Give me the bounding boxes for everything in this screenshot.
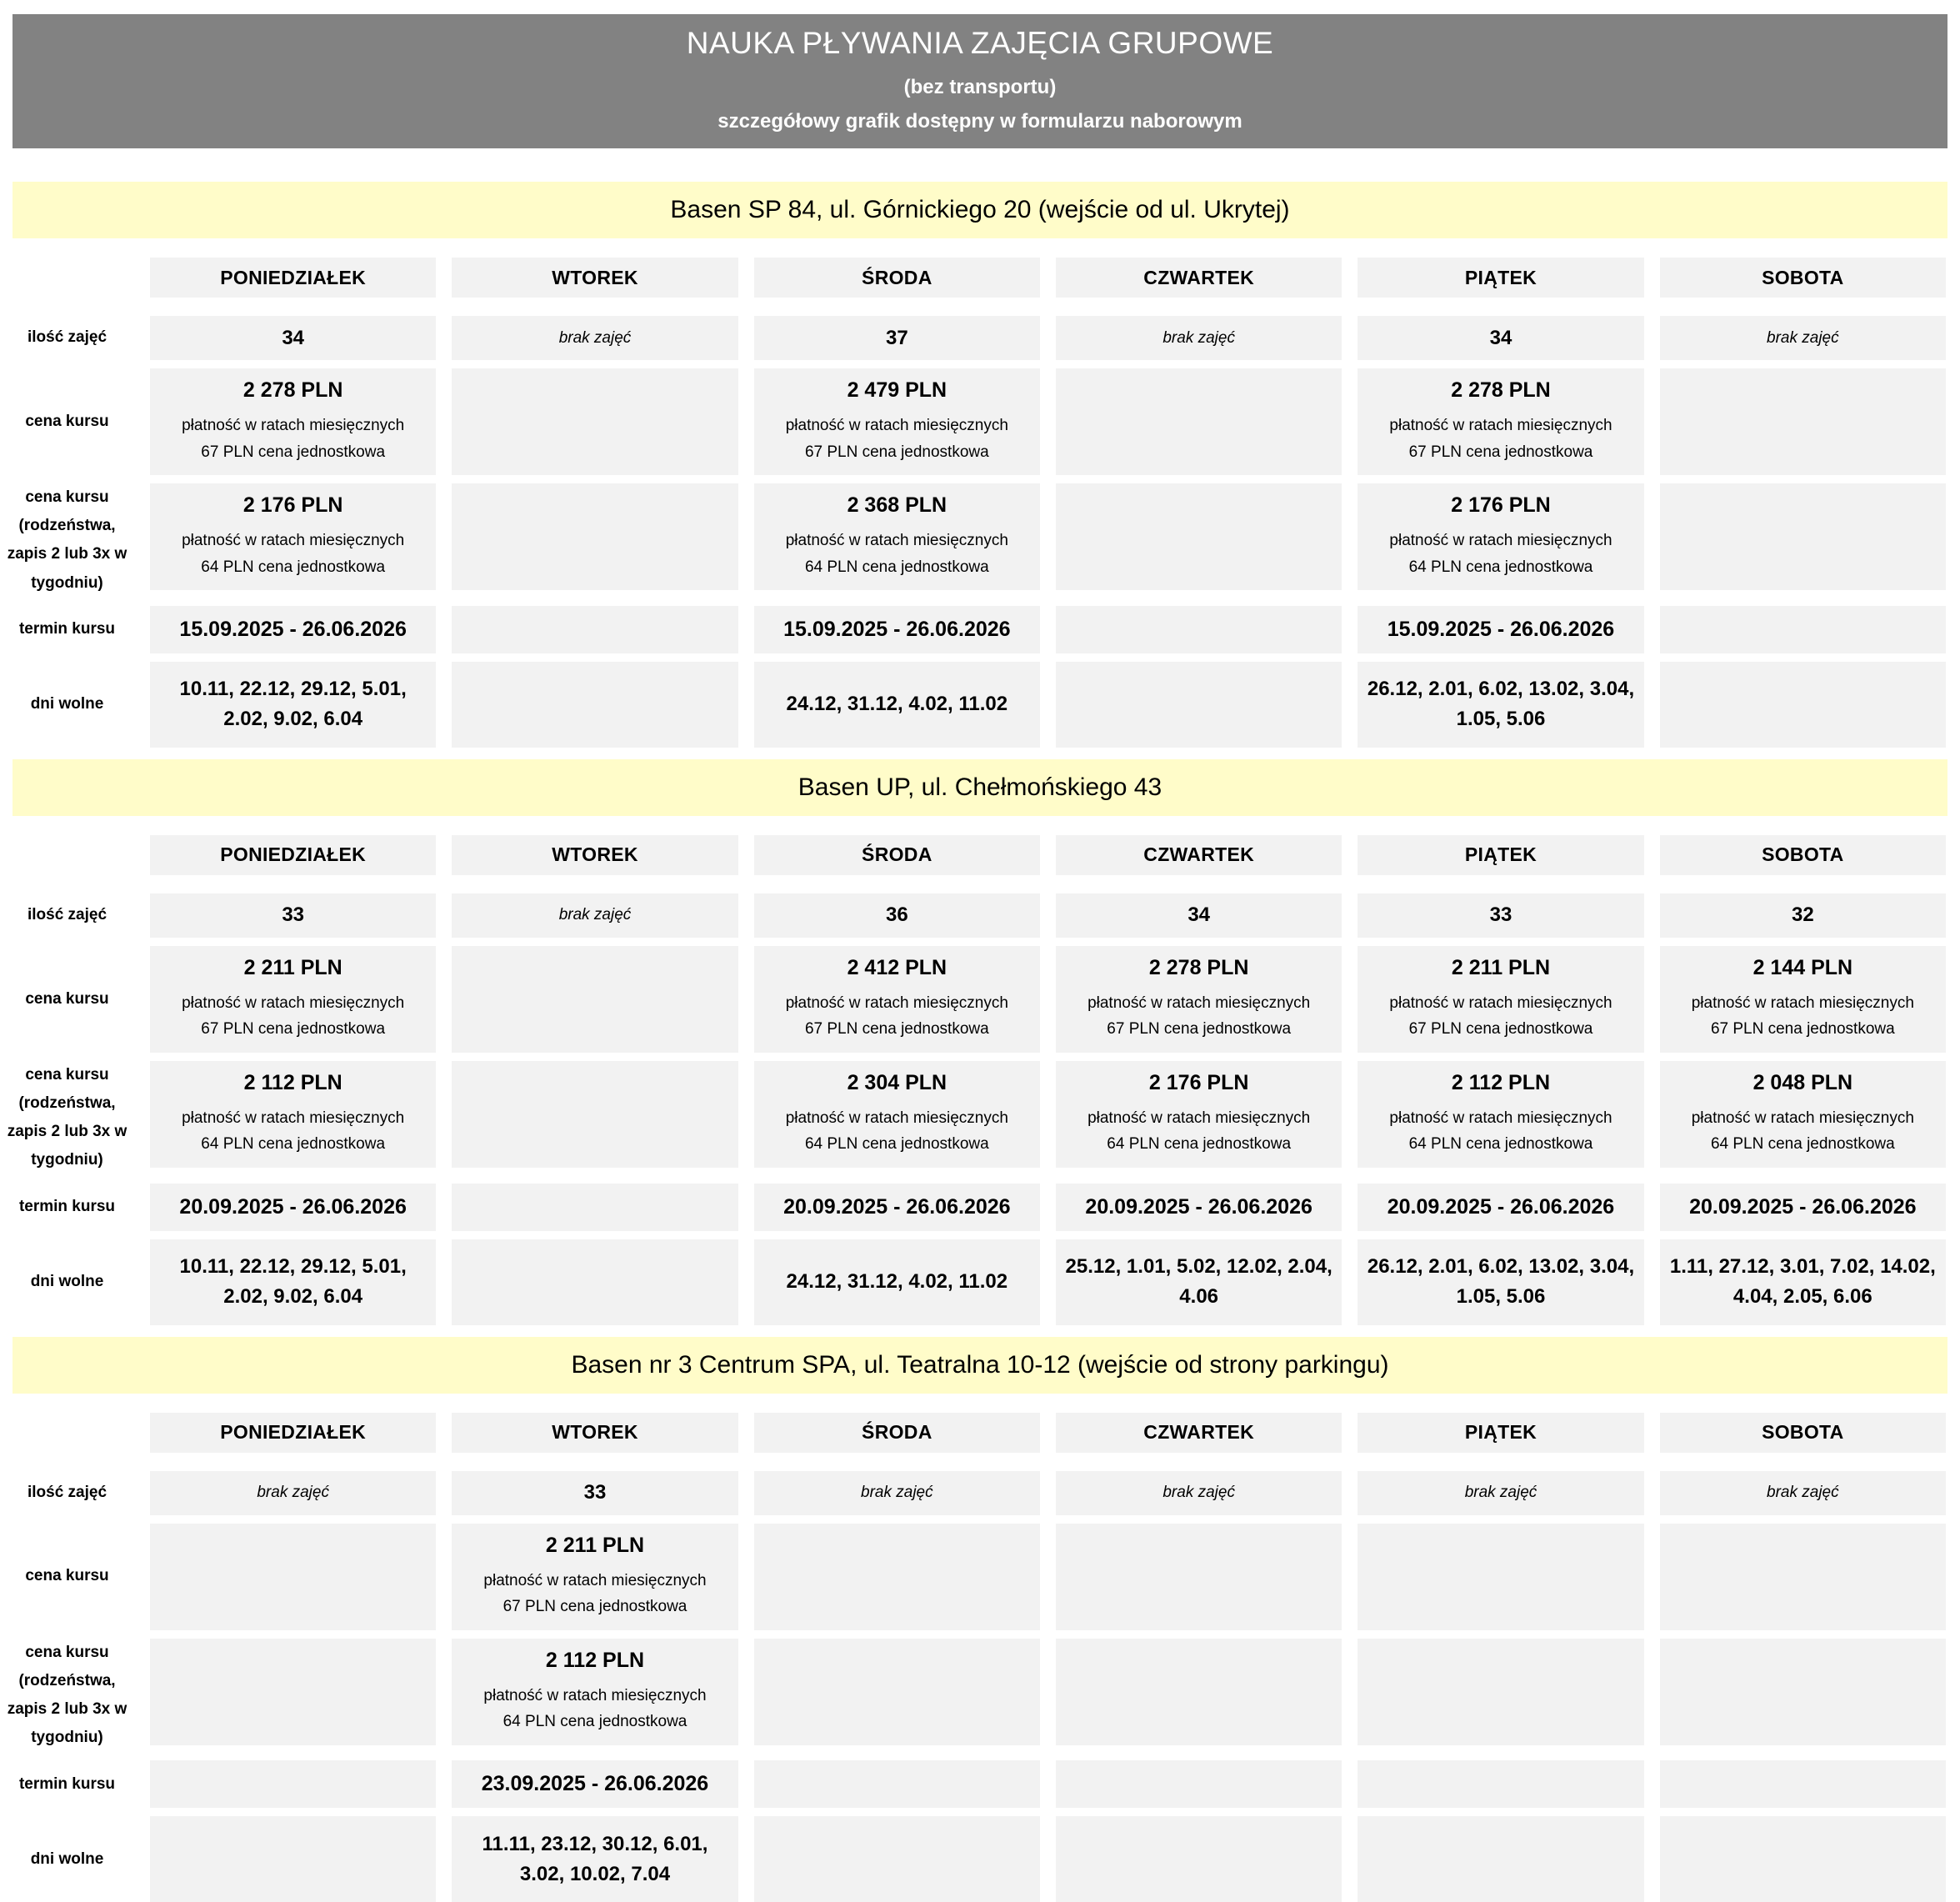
siblings-price-value: 2 176 PLN	[1451, 493, 1551, 518]
row-label: termin kursu	[0, 1184, 134, 1231]
day-header-label: ŚRODA	[862, 1421, 932, 1444]
unit-price-note: 64 PLN cena jednostkowa	[503, 1709, 688, 1734]
table-row	[0, 1816, 1946, 1902]
day-header-cell	[150, 835, 436, 875]
course-term-cell	[1660, 1760, 1946, 1808]
classes-count-value: 32	[1792, 903, 1814, 927]
no-classes-label: brak zajęć	[1162, 1484, 1235, 1502]
installments-note: płatność w ratach miesięcznych	[786, 990, 1008, 1016]
day-header-cell	[452, 835, 738, 875]
no-classes-label: brak zajęć	[559, 906, 632, 924]
course-price-cell	[1056, 368, 1342, 475]
course-price-cell	[1056, 1524, 1342, 1630]
classes-count-cell	[1056, 316, 1342, 360]
day-header-label: ŚRODA	[862, 843, 932, 866]
days-off-cell	[1358, 1816, 1643, 1902]
no-classes-label: brak zajęć	[257, 1484, 329, 1502]
day-header-cell	[1358, 1413, 1643, 1453]
course-term-cell	[452, 606, 738, 653]
course-price-value: 2 412 PLN	[848, 956, 948, 980]
course-price-value: 2 479 PLN	[848, 378, 948, 403]
table-row	[0, 893, 1946, 938]
course-term-cell	[1056, 1760, 1342, 1808]
siblings-price-cell	[1660, 1639, 1946, 1745]
classes-count-value: 34	[282, 327, 304, 350]
siblings-price-cell	[1056, 483, 1342, 590]
course-price-value: 2 278 PLN	[1451, 378, 1551, 403]
course-term-cell	[150, 606, 436, 653]
page-subtitle: (bez transportu)	[12, 76, 1948, 99]
course-price-cell	[1358, 1524, 1643, 1630]
siblings-price-cell	[1056, 1061, 1342, 1168]
siblings-price-value: 2 112 PLN	[244, 1071, 342, 1095]
course-term-cell	[452, 1760, 738, 1808]
course-term-cell	[1660, 606, 1946, 653]
row-label: cena kursu	[0, 946, 134, 1053]
course-price-cell	[1660, 368, 1946, 475]
row-label: ilość zajęć	[0, 316, 134, 360]
classes-count-cell	[452, 893, 738, 938]
row-label: ilość zajęć	[0, 893, 134, 938]
days-off-cell	[150, 1239, 436, 1325]
installments-note: płatność w ratach miesięcznych	[182, 990, 404, 1016]
course-term-value: 15.09.2025 - 26.06.2026	[179, 618, 406, 642]
course-term-value: 23.09.2025 - 26.06.2026	[482, 1772, 708, 1796]
day-header-label: CZWARTEK	[1143, 267, 1254, 289]
classes-count-value: 33	[1490, 903, 1512, 927]
classes-count-value: 34	[1490, 327, 1512, 350]
section-title: Basen UP, ul. Chełmońskiego 43	[12, 759, 1948, 816]
course-term-cell	[754, 606, 1040, 653]
course-term-cell	[150, 1760, 436, 1808]
day-header-label: PONIEDZIAŁEK	[220, 843, 366, 866]
days-off-value: 11.11, 23.12, 30.12, 6.01, 3.02, 10.02, 7.04	[460, 1829, 729, 1889]
siblings-price-cell	[452, 1639, 738, 1745]
days-off-cell	[452, 1239, 738, 1325]
day-header-cell	[1660, 835, 1946, 875]
schedule-table	[0, 835, 1960, 1325]
day-header-label: PIĄTEK	[1465, 267, 1537, 289]
days-off-cell	[754, 662, 1040, 748]
unit-price-note: 67 PLN cena jednostkowa	[1409, 439, 1593, 465]
day-header-cell	[1660, 258, 1946, 298]
table-row	[0, 258, 1946, 298]
unit-price-note: 64 PLN cena jednostkowa	[805, 1131, 989, 1157]
section-title: Basen SP 84, ul. Górnickiego 20 (wejście od ul. Ukrytej)	[12, 182, 1948, 238]
days-off-cell	[150, 662, 436, 748]
days-off-cell	[1056, 662, 1342, 748]
siblings-price-cell	[452, 483, 738, 590]
unit-price-note: 67 PLN cena jednostkowa	[805, 1016, 989, 1042]
table-row	[0, 1184, 1946, 1231]
days-off-cell	[754, 1239, 1040, 1325]
classes-count-cell	[1056, 1471, 1342, 1515]
table-row	[0, 1760, 1946, 1808]
course-term-value: 20.09.2025 - 26.06.2026	[783, 1195, 1010, 1219]
course-price-cell	[452, 1524, 738, 1630]
siblings-price-cell	[150, 1639, 436, 1745]
unit-price-note: 67 PLN cena jednostkowa	[201, 1016, 385, 1042]
day-header-cell	[754, 835, 1040, 875]
course-term-cell	[1660, 1184, 1946, 1231]
unit-price-note: 67 PLN cena jednostkowa	[1107, 1016, 1291, 1042]
row-label: cena kursu	[0, 368, 134, 475]
siblings-price-cell	[1056, 1639, 1342, 1745]
row-label: ilość zajęć	[0, 1471, 134, 1515]
row-label	[0, 1413, 134, 1453]
course-price-cell	[754, 368, 1040, 475]
course-term-value: 15.09.2025 - 26.06.2026	[783, 618, 1010, 642]
classes-count-value: 37	[886, 327, 908, 350]
installments-note: płatność w ratach miesięcznych	[1389, 528, 1612, 553]
row-label: dni wolne	[0, 1239, 134, 1325]
classes-count-cell	[150, 316, 436, 360]
days-off-value: 26.12, 2.01, 6.02, 13.02, 3.04, 1.05, 5.06	[1366, 674, 1635, 734]
days-off-cell	[1358, 1239, 1643, 1325]
course-term-cell	[150, 1184, 436, 1231]
day-header-label: WTOREK	[552, 267, 638, 289]
course-price-cell	[1358, 368, 1643, 475]
no-classes-label: brak zajęć	[1767, 329, 1839, 348]
course-price-cell	[754, 1524, 1040, 1630]
course-term-cell	[1358, 1760, 1643, 1808]
days-off-cell	[1660, 662, 1946, 748]
page-title: NAUKA PŁYWANIA ZAJĘCIA GRUPOWE	[12, 26, 1948, 61]
unit-price-note: 64 PLN cena jednostkowa	[1711, 1131, 1895, 1157]
course-term-cell	[1056, 1184, 1342, 1231]
installments-note: płatność w ratach miesięcznych	[1389, 413, 1612, 438]
days-off-value: 25.12, 1.01, 5.02, 12.02, 2.04, 4.06	[1064, 1252, 1333, 1312]
days-off-value: 10.11, 22.12, 29.12, 5.01, 2.02, 9.02, 6.04	[158, 1252, 428, 1312]
classes-count-cell	[1660, 893, 1946, 938]
course-term-value: 20.09.2025 - 26.06.2026	[1085, 1195, 1312, 1219]
day-header-cell	[1660, 1413, 1946, 1453]
classes-count-cell	[1358, 316, 1643, 360]
days-off-cell	[1358, 662, 1643, 748]
days-off-cell	[754, 1816, 1040, 1902]
installments-note: płatność w ratach miesięcznych	[1088, 990, 1310, 1016]
classes-count-value: 34	[1188, 903, 1210, 927]
installments-note: płatność w ratach miesięcznych	[1389, 990, 1612, 1016]
classes-count-cell	[754, 316, 1040, 360]
classes-count-value: 33	[282, 903, 304, 927]
siblings-price-cell	[150, 1061, 436, 1168]
course-term-cell	[754, 1760, 1040, 1808]
classes-count-cell	[754, 893, 1040, 938]
siblings-price-value: 2 304 PLN	[848, 1071, 948, 1095]
days-off-value: 1.11, 27.12, 3.01, 7.02, 14.02, 4.04, 2.05, 6.06	[1668, 1252, 1938, 1312]
day-header-cell	[1358, 835, 1643, 875]
row-label: cena kursu (rodzeństwa, zapis 2 lub 3x w tygodniu)	[0, 483, 134, 598]
classes-count-value: 33	[584, 1481, 607, 1504]
day-header-label: PONIEDZIAŁEK	[220, 1421, 366, 1444]
unit-price-note: 67 PLN cena jednostkowa	[805, 439, 989, 465]
day-header-label: CZWARTEK	[1143, 843, 1254, 866]
classes-count-cell	[150, 1471, 436, 1515]
siblings-price-value: 2 176 PLN	[1149, 1071, 1249, 1095]
classes-count-cell	[452, 1471, 738, 1515]
classes-count-cell	[754, 1471, 1040, 1515]
days-off-cell	[452, 662, 738, 748]
table-row	[0, 1524, 1946, 1630]
installments-note: płatność w ratach miesięcznych	[1692, 990, 1914, 1016]
course-price-value: 2 211 PLN	[546, 1534, 644, 1558]
classes-count-cell	[1358, 1471, 1643, 1515]
course-term-cell	[1358, 1184, 1643, 1231]
course-price-cell	[150, 1524, 436, 1630]
unit-price-note: 67 PLN cena jednostkowa	[201, 439, 385, 465]
pool-section-up	[0, 759, 1960, 1325]
days-off-cell	[1660, 1239, 1946, 1325]
unit-price-note: 64 PLN cena jednostkowa	[1409, 554, 1593, 580]
day-header-label: CZWARTEK	[1143, 1421, 1254, 1444]
no-classes-label: brak zajęć	[1465, 1484, 1538, 1502]
installments-note: płatność w ratach miesięcznych	[483, 1568, 706, 1594]
classes-count-cell	[1660, 1471, 1946, 1515]
section-title: Basen nr 3 Centrum SPA, ul. Teatralna 10-12 (wejście od strony parkingu)	[12, 1337, 1948, 1394]
installments-note: płatność w ratach miesięcznych	[483, 1683, 706, 1709]
classes-count-cell	[1660, 316, 1946, 360]
schedule-table	[0, 258, 1960, 748]
no-classes-label: brak zajęć	[861, 1484, 933, 1502]
classes-count-cell	[150, 893, 436, 938]
pool-section-centrum-spa	[0, 1337, 1960, 1902]
table-row	[0, 946, 1946, 1053]
day-header-cell	[150, 1413, 436, 1453]
days-off-value: 24.12, 31.12, 4.02, 11.02	[787, 689, 1008, 719]
installments-note: płatność w ratach miesięcznych	[182, 1105, 404, 1131]
row-label: cena kursu (rodzeństwa, zapis 2 lub 3x w tygodniu)	[0, 1639, 134, 1753]
days-off-cell	[150, 1816, 436, 1902]
day-header-label: WTOREK	[552, 843, 638, 866]
unit-price-note: 67 PLN cena jednostkowa	[503, 1594, 688, 1619]
course-term-cell	[1358, 606, 1643, 653]
row-label: dni wolne	[0, 662, 134, 748]
siblings-price-cell	[1358, 483, 1643, 590]
table-row	[0, 1239, 1946, 1325]
day-header-cell	[150, 258, 436, 298]
day-header-label: SOBOTA	[1762, 267, 1843, 289]
siblings-price-cell	[452, 1061, 738, 1168]
installments-note: płatność w ratach miesięcznych	[786, 528, 1008, 553]
days-off-cell	[1660, 1816, 1946, 1902]
day-header-label: PONIEDZIAŁEK	[220, 267, 366, 289]
no-classes-label: brak zajęć	[559, 329, 632, 348]
course-price-cell	[1056, 946, 1342, 1053]
table-row	[0, 483, 1946, 598]
course-term-value: 15.09.2025 - 26.06.2026	[1388, 618, 1614, 642]
table-row	[0, 1413, 1946, 1453]
day-header-cell	[1056, 1413, 1342, 1453]
page-note: szczegółowy grafik dostępny w formularzu naborowym	[12, 110, 1948, 133]
row-label: termin kursu	[0, 606, 134, 653]
days-off-cell	[1056, 1816, 1342, 1902]
course-price-cell	[1660, 946, 1946, 1053]
table-row	[0, 1639, 1946, 1753]
page-header-banner	[12, 14, 1948, 148]
day-header-label: PIĄTEK	[1465, 1421, 1537, 1444]
table-row	[0, 835, 1946, 875]
classes-count-cell	[1056, 893, 1342, 938]
course-price-cell	[150, 946, 436, 1053]
unit-price-note: 67 PLN cena jednostkowa	[1711, 1016, 1895, 1042]
no-classes-label: brak zajęć	[1162, 329, 1235, 348]
day-header-cell	[754, 1413, 1040, 1453]
siblings-price-cell	[1660, 483, 1946, 590]
siblings-price-value: 2 176 PLN	[243, 493, 343, 518]
unit-price-note: 64 PLN cena jednostkowa	[1409, 1131, 1593, 1157]
table-row	[0, 316, 1946, 360]
unit-price-note: 67 PLN cena jednostkowa	[1409, 1016, 1593, 1042]
day-header-label: SOBOTA	[1762, 843, 1843, 866]
course-price-value: 2 211 PLN	[244, 956, 342, 980]
siblings-price-cell	[1358, 1639, 1643, 1745]
table-row	[0, 1061, 1946, 1175]
installments-note: płatność w ratach miesięcznych	[182, 413, 404, 438]
row-label: cena kursu (rodzeństwa, zapis 2 lub 3x w tygodniu)	[0, 1061, 134, 1175]
course-term-value: 20.09.2025 - 26.06.2026	[1388, 1195, 1614, 1219]
course-price-cell	[452, 946, 738, 1053]
row-label	[0, 835, 134, 875]
days-off-cell	[1056, 1239, 1342, 1325]
table-row	[0, 368, 1946, 475]
table-row	[0, 606, 1946, 653]
table-row	[0, 662, 1946, 748]
siblings-price-cell	[754, 483, 1040, 590]
siblings-price-cell	[754, 1061, 1040, 1168]
course-price-cell	[754, 946, 1040, 1053]
siblings-price-value: 2 112 PLN	[1452, 1071, 1550, 1095]
classes-count-cell	[1358, 893, 1643, 938]
day-header-label: WTOREK	[552, 1421, 638, 1444]
installments-note: płatność w ratach miesięcznych	[786, 1105, 1008, 1131]
siblings-price-cell	[150, 483, 436, 590]
pool-section-sp84	[0, 182, 1960, 748]
siblings-price-cell	[754, 1639, 1040, 1745]
day-header-label: PIĄTEK	[1465, 843, 1537, 866]
day-header-cell	[1358, 258, 1643, 298]
row-label: termin kursu	[0, 1760, 134, 1808]
course-price-value: 2 211 PLN	[1452, 956, 1550, 980]
unit-price-note: 64 PLN cena jednostkowa	[805, 554, 989, 580]
day-header-cell	[1056, 258, 1342, 298]
course-term-value: 20.09.2025 - 26.06.2026	[179, 1195, 406, 1219]
siblings-price-value: 2 048 PLN	[1753, 1071, 1853, 1095]
course-term-cell	[1056, 606, 1342, 653]
days-off-value: 26.12, 2.01, 6.02, 13.02, 3.04, 1.05, 5.06	[1366, 1252, 1635, 1312]
course-price-cell	[1660, 1524, 1946, 1630]
unit-price-note: 64 PLN cena jednostkowa	[201, 1131, 385, 1157]
installments-note: płatność w ratach miesięcznych	[1692, 1105, 1914, 1131]
course-price-value: 2 278 PLN	[1149, 956, 1249, 980]
course-term-value: 20.09.2025 - 26.06.2026	[1689, 1195, 1916, 1219]
course-price-value: 2 278 PLN	[243, 378, 343, 403]
unit-price-note: 64 PLN cena jednostkowa	[201, 554, 385, 580]
unit-price-note: 64 PLN cena jednostkowa	[1107, 1131, 1291, 1157]
course-price-value: 2 144 PLN	[1753, 956, 1853, 980]
days-off-value: 24.12, 31.12, 4.02, 11.02	[787, 1267, 1008, 1297]
course-price-cell	[1358, 946, 1643, 1053]
day-header-label: ŚRODA	[862, 267, 932, 289]
days-off-cell	[452, 1816, 738, 1902]
installments-note: płatność w ratach miesięcznych	[1389, 1105, 1612, 1131]
schedule-table	[0, 1413, 1960, 1902]
day-header-cell	[452, 1413, 738, 1453]
row-label: dni wolne	[0, 1816, 134, 1902]
course-term-cell	[452, 1184, 738, 1231]
day-header-label: SOBOTA	[1762, 1421, 1843, 1444]
classes-count-value: 36	[886, 903, 908, 927]
installments-note: płatność w ratach miesięcznych	[182, 528, 404, 553]
classes-count-cell	[452, 316, 738, 360]
day-header-cell	[754, 258, 1040, 298]
row-label: cena kursu	[0, 1524, 134, 1630]
siblings-price-cell	[1358, 1061, 1643, 1168]
course-price-cell	[452, 368, 738, 475]
siblings-price-value: 2 112 PLN	[546, 1649, 644, 1673]
table-row	[0, 1471, 1946, 1515]
day-header-cell	[1056, 835, 1342, 875]
installments-note: płatność w ratach miesięcznych	[786, 413, 1008, 438]
siblings-price-value: 2 368 PLN	[848, 493, 948, 518]
no-classes-label: brak zajęć	[1767, 1484, 1839, 1502]
day-header-cell	[452, 258, 738, 298]
siblings-price-cell	[1660, 1061, 1946, 1168]
days-off-value: 10.11, 22.12, 29.12, 5.01, 2.02, 9.02, 6.04	[158, 674, 428, 734]
row-label	[0, 258, 134, 298]
course-price-cell	[150, 368, 436, 475]
installments-note: płatność w ratach miesięcznych	[1088, 1105, 1310, 1131]
course-term-cell	[754, 1184, 1040, 1231]
